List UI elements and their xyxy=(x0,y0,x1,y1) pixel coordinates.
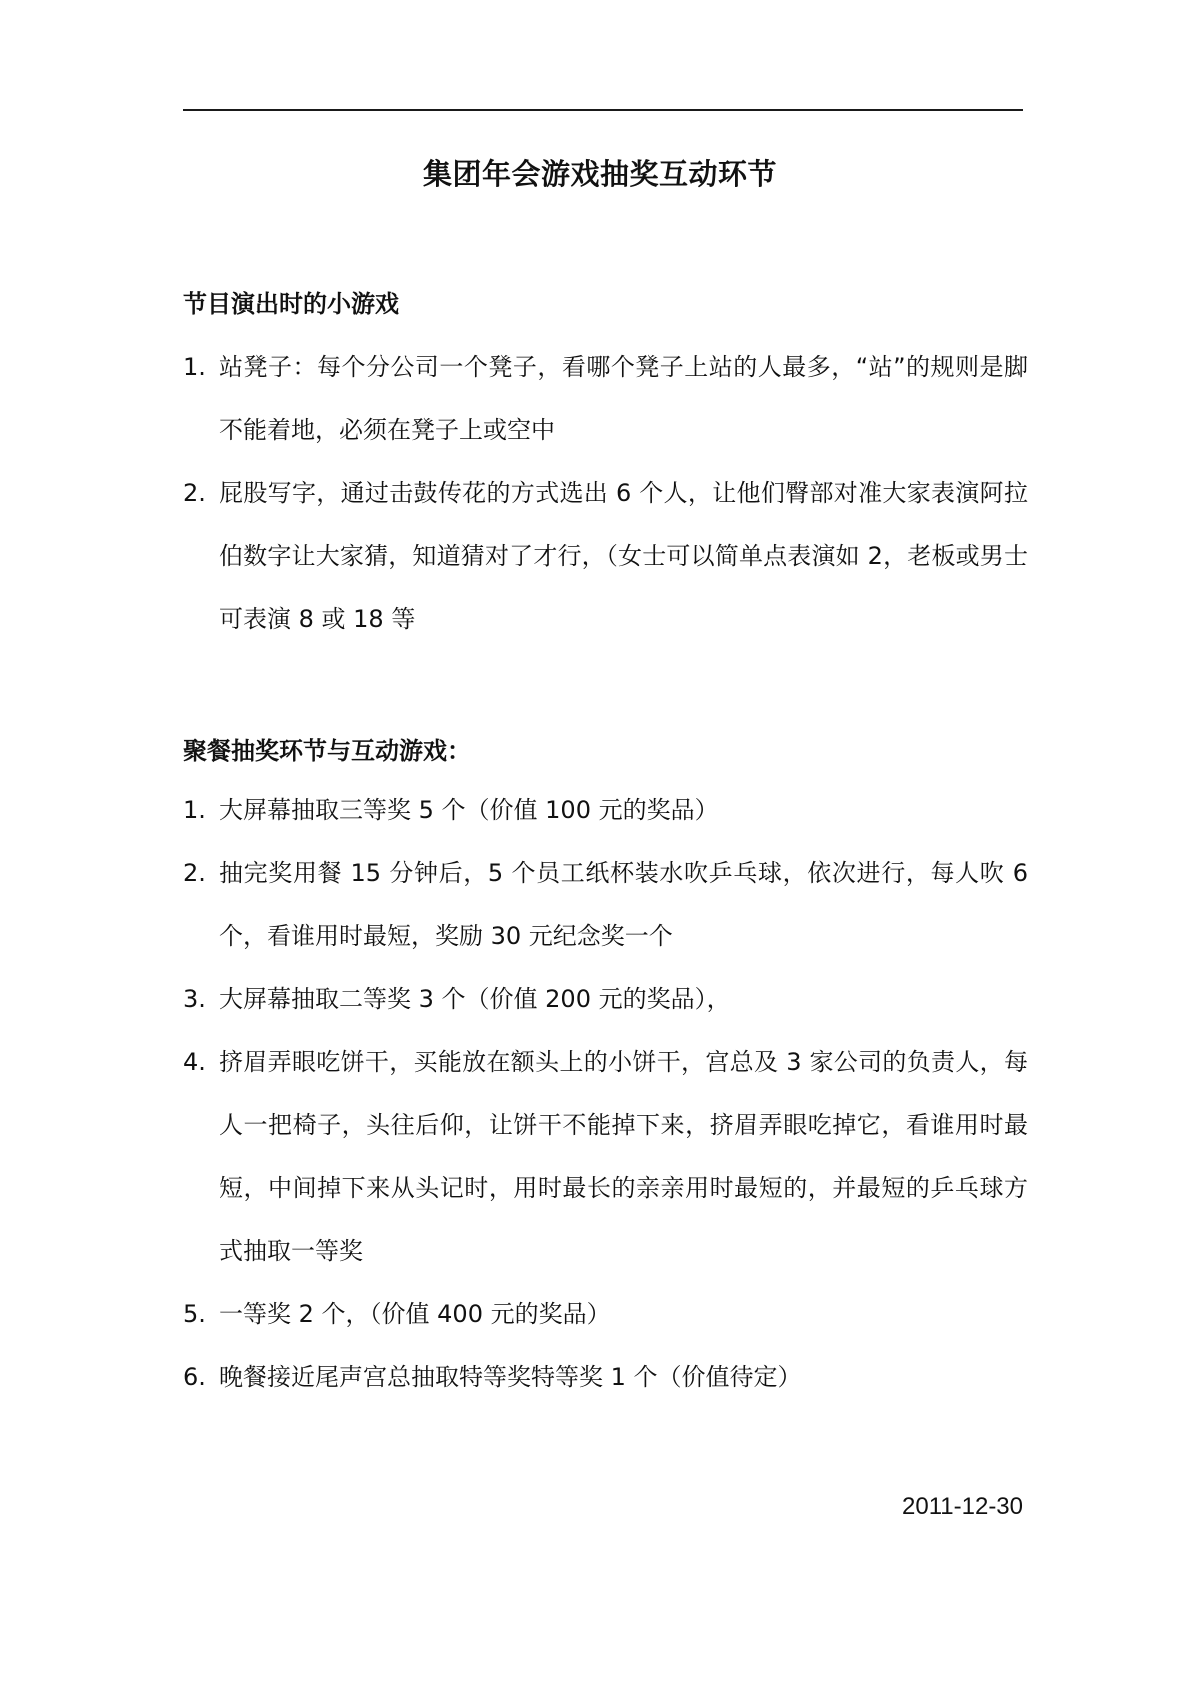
list-item xyxy=(183,336,1028,462)
document-date: 2011-12-30 xyxy=(902,1493,1023,1520)
list-item xyxy=(183,1283,1028,1346)
header-rule xyxy=(183,109,1023,111)
document-title: 集团年会游戏抽奖互动环节 xyxy=(422,157,777,191)
list-item-text: 屁股写字，通过击鼓传花的方式选出 6 个人，让他们臀部对准大家表演阿拉伯数字让大家猜，知道猜对了才行，（女士可以简单点表演如 2，老板或男士可表演 8 或 18 等 xyxy=(219,479,1028,633)
list-item xyxy=(183,1346,1028,1409)
section-heading-lottery: 聚餐抽奖环节与互动游戏： xyxy=(183,737,471,765)
list-item xyxy=(183,462,1028,651)
list-item-number: 2. xyxy=(183,859,206,887)
list-item-number: 3. xyxy=(183,985,206,1013)
list-item-number: 1. xyxy=(183,796,206,824)
list-item xyxy=(183,968,1028,1031)
list-item-text: 站凳子：每个分公司一个凳子，看哪个凳子上站的人最多，“站”的规则是脚不能着地，必须在凳子上或空中 xyxy=(219,353,1028,444)
list-item xyxy=(183,779,1028,842)
section-heading-games: 节目演出时的小游戏 xyxy=(183,290,399,318)
list-item xyxy=(183,1031,1028,1283)
list-item-number: 2. xyxy=(183,479,206,507)
list-item-text: 大屏幕抽取二等奖 3 个（价值 200 元的奖品）， xyxy=(219,985,731,1013)
list-item-text: 大屏幕抽取三等奖 5 个（价值 100 元的奖品） xyxy=(219,796,719,824)
list-item xyxy=(183,842,1028,968)
list-item-text: 抽完奖用餐 15 分钟后，5 个员工纸杯装水吹乒乓球，依次进行，每人吹 6 个，看谁用时最短，奖励 30 元纪念奖一个 xyxy=(219,859,1028,950)
list-item-number: 5. xyxy=(183,1300,206,1328)
list-item-text: 挤眉弄眼吃饼干，买能放在额头上的小饼干，宫总及 3 家公司的负责人，每人一把椅子，头往后仰，让饼干不能掉下来，挤眉弄眼吃掉它，看谁用时最短，中间掉下来从头记时，用时最长的亲亲用时最短的，并最短的乒乓球方式抽取一等奖 xyxy=(219,1048,1028,1265)
list-item-number: 1. xyxy=(183,353,206,381)
list-item-number: 4. xyxy=(183,1048,206,1076)
list-item-number: 6. xyxy=(183,1363,206,1391)
list-item-text: 晚餐接近尾声宫总抽取特等奖特等奖 1 个（价值待定） xyxy=(219,1363,802,1391)
list-item-text: 一等奖 2 个，（价值 400 元的奖品） xyxy=(219,1300,611,1328)
